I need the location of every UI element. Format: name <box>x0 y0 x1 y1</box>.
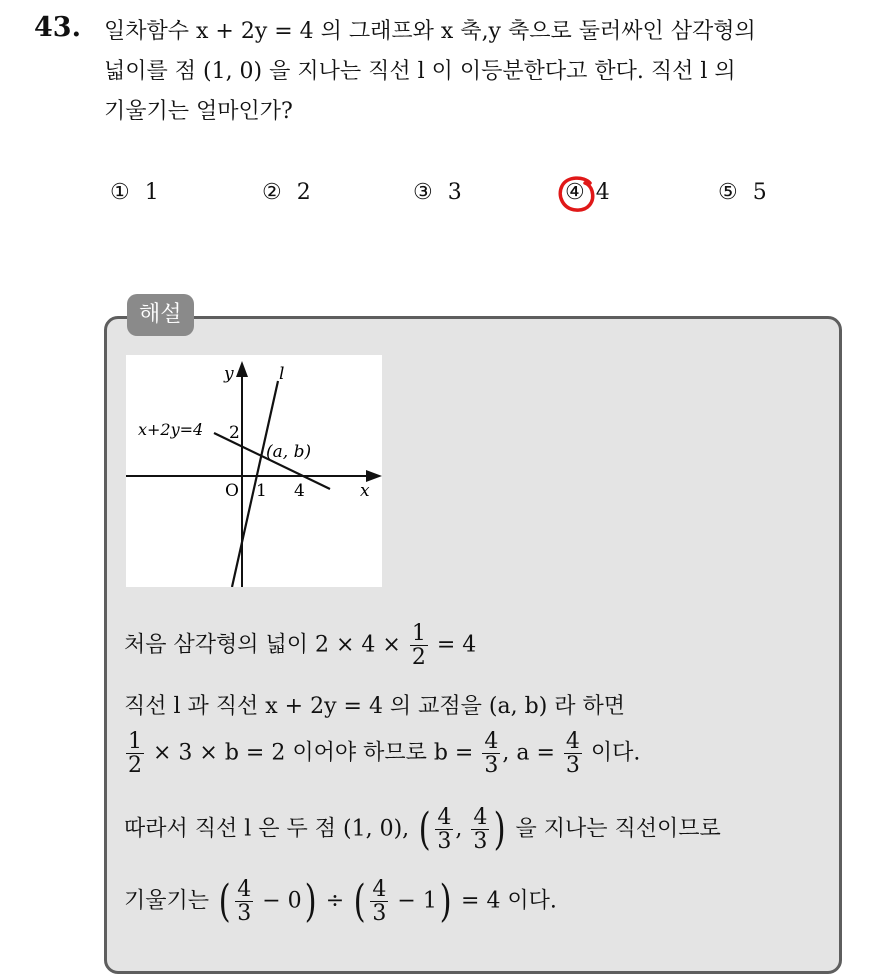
solution-text: 이다. <box>590 740 641 766</box>
solution-graph <box>126 355 382 587</box>
graph-origin-label: O <box>225 481 239 501</box>
solution-text: × 3 × b = 2 이어야 하므로 b = <box>153 740 474 766</box>
solution-text: = 4 이다. <box>461 888 557 914</box>
graph-x-label: x <box>360 481 370 501</box>
graph-l-label: l <box>279 364 285 384</box>
fraction: $\frac{4}{3}$ <box>473 805 488 855</box>
choice-mark: ② <box>262 180 282 205</box>
solution-text: 을 지나는 직선이므로 <box>515 816 721 842</box>
answer-choices <box>0 180 884 214</box>
solution-text: = 4 <box>436 632 477 658</box>
question-line-2: 넓이를 점 (1, 0) 을 지나는 직선 l 이 이등분한다고 한다. 직선 l 의 <box>104 59 736 84</box>
answer-marker-circle-icon <box>557 174 597 214</box>
solution-line-4: 따라서 직선 l 은 두 점 (1, 0), ( $\frac{4}{3}$ , $\frac{4}{3}$ ) 을 지나는 직선이므로 <box>124 803 721 855</box>
choice-value: 3 <box>447 180 462 205</box>
solution-text: ÷ <box>325 888 345 914</box>
choice-mark: ④ <box>565 180 585 205</box>
fraction: $\frac{4}{3}$ <box>372 877 387 927</box>
fraction: $\frac{4}{3}$ <box>237 877 252 927</box>
choice-1[interactable] <box>110 180 159 205</box>
question-line-1: 일차함수 x + 2y = 4 의 그래프와 x 축,y 축으로 둘러싸인 삼각형의 <box>104 19 756 44</box>
solution-text: 따라서 직선 l 은 두 점 (1, 0), <box>124 816 410 842</box>
choice-3[interactable] <box>413 180 462 205</box>
choice-value: 5 <box>752 180 767 205</box>
graph-tick-4: 4 <box>294 481 305 501</box>
solution-line-3 <box>124 730 640 777</box>
solution-tag: 해설 <box>127 294 194 336</box>
choice-value: 2 <box>296 180 311 205</box>
fraction: $\frac{4}{3}$ <box>565 729 580 779</box>
solution-text: , a = <box>502 740 555 766</box>
y-axis-arrow-icon <box>236 361 248 377</box>
choice-mark: ① <box>110 180 130 205</box>
solution-text: − 1 <box>397 888 437 914</box>
choice-value: 4 <box>595 180 610 205</box>
solution-line-5: 기울기는 ( $\frac{4}{3}$ − 0) ÷ ( $\frac{4}{3}$ − 1) = 4 이다. <box>124 875 557 927</box>
fraction: $\frac{4}{3}$ <box>484 729 499 779</box>
choice-mark: ③ <box>413 180 433 205</box>
solution-line-1 <box>124 622 476 669</box>
graph-tick-1: 1 <box>256 481 267 501</box>
choice-mark: ⑤ <box>718 180 738 205</box>
graph-point-label: (a, b) <box>266 442 312 462</box>
choice-2[interactable] <box>262 180 311 205</box>
choice-5[interactable] <box>718 180 767 205</box>
graph-y-intercept: 2 <box>229 423 240 443</box>
solution-line-2: 직선 l 과 직선 x + 2y = 4 의 교점을 (a, b) 라 하면 <box>124 694 626 719</box>
question-line-3: 기울기는 얼마인가? <box>104 99 293 124</box>
graph-y-label: y <box>224 364 234 384</box>
fraction: $\frac{1}{2}$ <box>411 621 426 671</box>
solution-text: 처음 삼각형의 넓이 2 × 4 × <box>124 632 401 658</box>
solution-text: − 0 <box>262 888 302 914</box>
fraction: $\frac{1}{2}$ <box>128 729 142 779</box>
choice-value: 1 <box>144 180 159 205</box>
question-number: 43. <box>34 12 81 43</box>
fraction: $\frac{4}{3}$ <box>437 805 452 855</box>
graph-eq-label: x+2y=4 <box>138 420 204 439</box>
solution-text: 기울기는 <box>124 888 210 914</box>
